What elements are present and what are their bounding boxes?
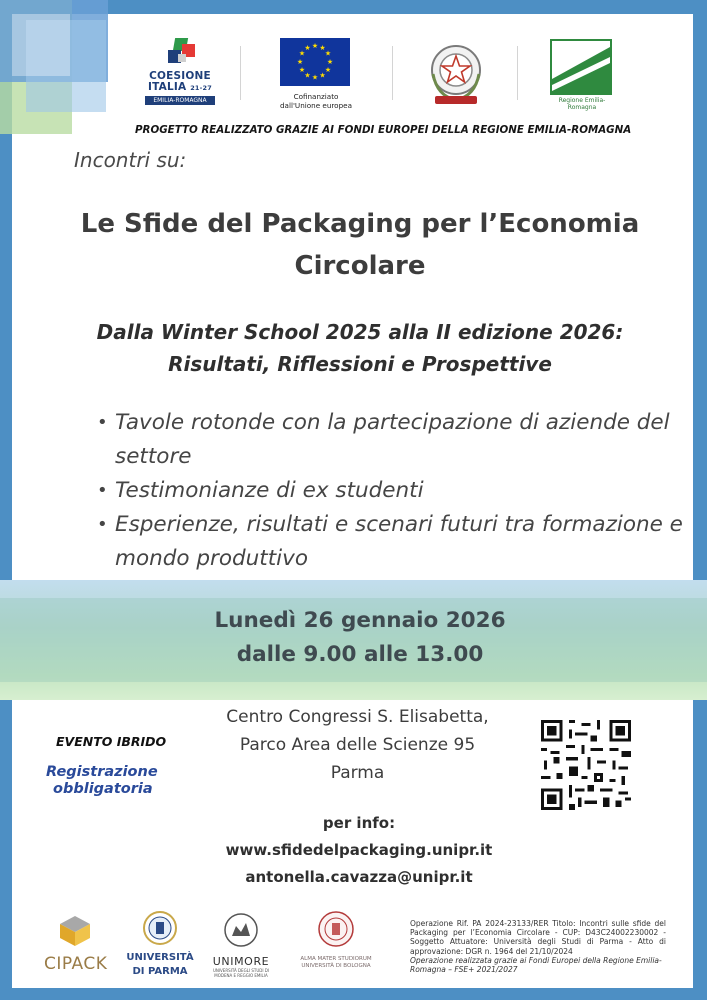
- cipack-logo: [44, 914, 106, 974]
- svg-text:★: ★: [298, 66, 306, 74]
- header-separator: [392, 46, 393, 100]
- svg-text:★: ★: [311, 42, 319, 50]
- eu-caption-line2: dall'Unione europea: [280, 101, 352, 110]
- unibo-seal-icon: [317, 910, 355, 948]
- svg-text:★: ★: [324, 66, 332, 74]
- coesione-italia-logo: [145, 38, 215, 112]
- venue-line3: Parma: [330, 763, 385, 783]
- registration-line1: Registrazione: [46, 764, 158, 780]
- list-item: • Esperienze, risultati e scenari futuri tra formazione e mondo produttivo: [97, 508, 687, 576]
- coesione-mark-icon: [164, 38, 196, 68]
- venue-line2: Parco Area delle Scienze 95: [239, 735, 476, 755]
- funding-statement: Operazione realizzata grazie ai Fondi Europei della Regione Emilia-Romagna – FSE+ 2021/2027: [410, 956, 662, 975]
- regione-caption: Regione Emilia-Romagna: [558, 97, 606, 111]
- unimore-seal-icon: [222, 912, 260, 948]
- frame-left: [0, 0, 12, 1000]
- info-label: per info:: [322, 814, 396, 832]
- event-date: [60, 604, 660, 672]
- contact-info: [200, 810, 518, 891]
- unimore-subtitle: UNIVERSITÀ DEGLI STUDI DI MODENA E REGGIO EMILIA: [212, 968, 270, 978]
- regione-mark-icon: [550, 39, 612, 95]
- topic-list: [97, 406, 687, 576]
- venue-line1: Centro Congressi S. Elisabetta,: [226, 707, 489, 727]
- eu-logo: [280, 38, 352, 110]
- hybrid-event-label: EVENTO IBRIDO: [56, 734, 167, 749]
- regione-emilia-romagna-logo: [550, 39, 614, 109]
- venue-address: [200, 703, 515, 787]
- list-item: • Tavole rotonde con la partecipazione di aziende del settore: [97, 406, 687, 474]
- svg-text:★: ★: [326, 58, 334, 66]
- svg-text:★: ★: [298, 49, 306, 58]
- unipr-line1: UNIVERSITÀ: [126, 952, 194, 963]
- intro-text: Incontri su:: [74, 148, 187, 172]
- corner-decoration-white: [12, 14, 70, 76]
- coesione-region: EMILIA-ROMAGNA: [145, 96, 215, 105]
- registration-line2: obbligatoria: [53, 781, 153, 797]
- subtitle-line1: Dalla Winter School 2025 alla II edizione 2026:: [96, 320, 624, 344]
- list-item: • Testimonianze di ex studenti: [97, 474, 687, 508]
- svg-text:★: ★: [304, 44, 311, 52]
- page-subtitle: [50, 316, 670, 380]
- event-time: dalle 9.00 alle 13.00: [236, 642, 484, 667]
- title-line2: Circolare: [294, 251, 426, 281]
- universita-di-bologna-logo: [294, 910, 378, 970]
- unipr-line2: DI PARMA: [132, 966, 188, 977]
- cipack-cube-icon: [58, 914, 92, 948]
- frame-right: [693, 0, 707, 1000]
- subtitle-line2: Risultati, Riflessioni e Prospettive: [168, 352, 552, 376]
- universita-di-parma-logo: [124, 910, 196, 978]
- italian-republic-emblem: [425, 38, 487, 108]
- title-line1: Le Sfide del Packaging per l’Economia: [80, 209, 640, 239]
- svg-text:★: ★: [304, 71, 311, 80]
- unipr-seal-icon: [142, 910, 178, 946]
- coesione-line1: COESIONE: [149, 70, 211, 82]
- project-funding-line: PROGETTO REALIZZATO GRAZIE AI FONDI EUROPEI DELLA REGIONE EMILIA-ROMAGNA: [135, 124, 632, 136]
- unibo-line1: ALMA MATER STUDIORUM: [300, 956, 372, 962]
- svg-text:★: ★: [311, 73, 319, 82]
- unimore-name: UNIMORE: [212, 955, 270, 968]
- operation-reference-text: Operazione Rif. PA 2024-23133/RER Titolo: Incontri sulle sfide del Packaging per l’Economia Circolare - CUP: D43C24002230002 - Soggetto Attuatore: Università degli Studi di Parma - Atto di approvazione: DGR n. 1964 del 21/10/2024: [410, 919, 666, 956]
- unimore-logo: [210, 912, 272, 978]
- eu-caption: [280, 92, 352, 110]
- website-link[interactable]: www.sfidedelpackaging.unipr.it: [225, 841, 493, 859]
- svg-text:★: ★: [296, 58, 304, 66]
- page-title: [60, 203, 660, 287]
- eu-caption-line1: Cofinanziato: [293, 92, 339, 101]
- coesione-years: 21-27: [190, 84, 212, 92]
- unibo-line2: UNIVERSITÀ DI BOLOGNA: [301, 963, 371, 969]
- svg-text:★: ★: [324, 49, 332, 58]
- svg-text:★: ★: [319, 71, 326, 80]
- svg-text:★: ★: [319, 44, 326, 52]
- email-link[interactable]: antonella.cavazza@unipr.it: [245, 868, 473, 886]
- emblem-icon: [425, 38, 487, 108]
- event-date-day: Lunedì 26 gennaio 2026: [214, 608, 506, 633]
- frame-bottom: [0, 988, 707, 1000]
- registration-required: [46, 764, 176, 798]
- coesione-line2: ITALIA: [148, 81, 187, 93]
- header-separator: [517, 46, 518, 100]
- cipack-name: CIPACK: [44, 954, 108, 974]
- header-separator: [240, 46, 241, 100]
- qr-code-icon[interactable]: [541, 720, 631, 810]
- eu-flag-icon: [280, 38, 350, 86]
